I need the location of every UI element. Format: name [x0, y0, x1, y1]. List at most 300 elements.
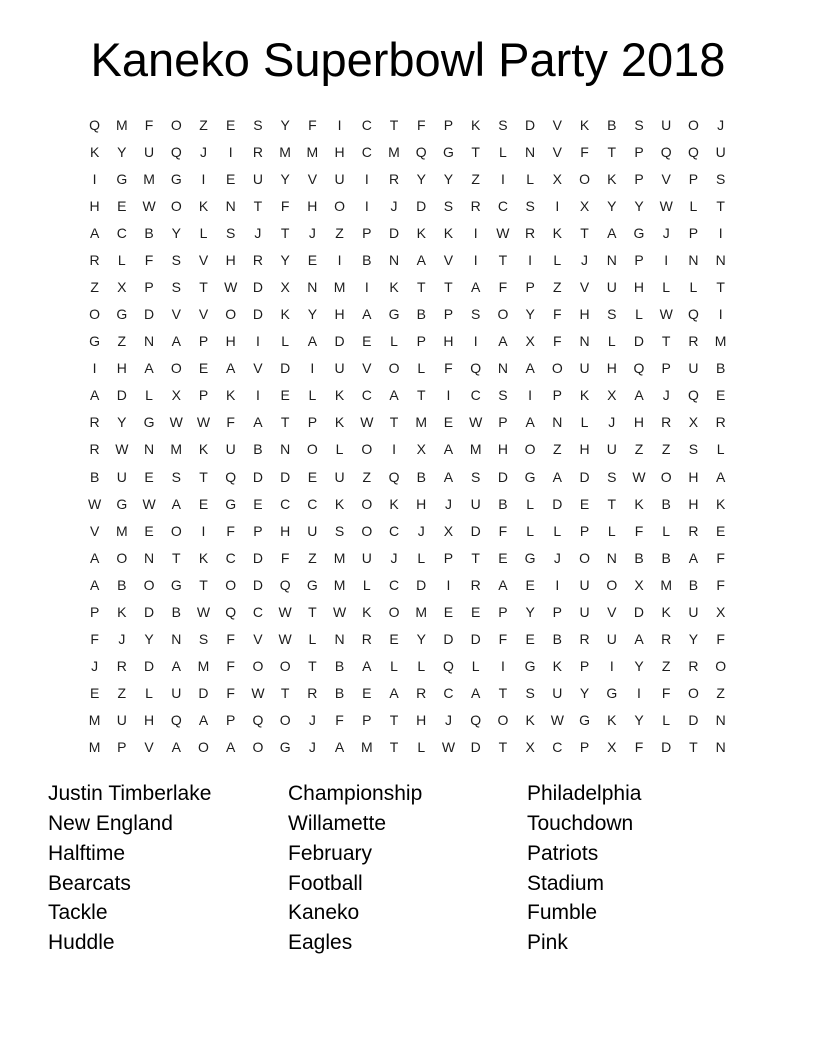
grid-cell: E — [280, 387, 290, 404]
word-item: Halftime — [48, 841, 126, 865]
grid-cell: I — [392, 441, 396, 458]
grid-cell: M — [333, 279, 346, 295]
grid-cell: U — [579, 603, 590, 620]
grid-cell: P — [198, 387, 209, 404]
grid-cell: A — [171, 658, 181, 675]
grid-cell: S — [525, 685, 535, 702]
grid-cell: U — [688, 603, 699, 620]
grid-cell: G — [524, 658, 536, 675]
grid-cell: Y — [171, 224, 181, 241]
grid-cell: R — [688, 658, 699, 675]
grid-cell: J — [390, 197, 398, 214]
grid-cell: D — [334, 333, 345, 350]
grid-cell: K — [334, 495, 345, 512]
word-item: Touchdown — [527, 811, 634, 835]
grid-cell: K — [226, 387, 236, 404]
grid-cell: Y — [416, 170, 426, 187]
grid-cell: M — [279, 143, 291, 160]
grid-cell: O — [687, 116, 699, 133]
grid-cell: S — [171, 251, 181, 268]
grid-cell: I — [473, 251, 478, 268]
grid-cell: F — [90, 631, 99, 648]
word-item: Patriots — [527, 841, 599, 865]
grid-cell: U — [715, 143, 726, 160]
grid-cell: L — [145, 387, 153, 404]
grid-cell: N — [606, 549, 617, 566]
grid-cell: J — [254, 224, 262, 241]
grid-cell: N — [280, 441, 291, 458]
grid-cell: Q — [89, 116, 101, 133]
grid-cell: W — [196, 414, 211, 431]
grid-cell: A — [362, 658, 372, 675]
grid-cell: A — [443, 468, 454, 485]
grid-cell: M — [115, 116, 128, 133]
grid-cell: H — [225, 251, 236, 268]
grid-cell: M — [415, 414, 428, 431]
grid-cell: X — [688, 414, 699, 431]
grid-cell: T — [171, 549, 181, 566]
grid-cell: L — [716, 441, 725, 458]
grid-cell: N — [552, 414, 563, 431]
grid-cell: A — [226, 360, 236, 377]
grid-cell: D — [633, 603, 645, 620]
grid-cell: F — [661, 685, 671, 702]
grid-cell: O — [551, 360, 563, 377]
grid-cell: E — [307, 251, 318, 268]
grid-cell: L — [526, 522, 534, 539]
grid-cell: L — [417, 360, 426, 377]
grid-cell: O — [388, 360, 400, 377]
grid-cell: T — [498, 685, 508, 702]
grid-cell: Y — [579, 685, 590, 702]
grid-cell: L — [580, 414, 589, 431]
grid-cell: L — [417, 739, 426, 756]
grid-row — [81, 653, 734, 680]
grid-cell: X — [552, 170, 562, 187]
grid-cell: G — [116, 170, 128, 187]
grid-cell: D — [416, 197, 427, 214]
grid-cell: P — [688, 170, 699, 187]
grid-cell: Q — [633, 360, 645, 377]
grid-cell: L — [362, 576, 371, 593]
grid-cell: U — [334, 468, 345, 485]
grid-cell: G — [633, 224, 645, 241]
grid-cell: Y — [634, 658, 644, 675]
grid-cell: G — [524, 468, 536, 485]
grid-cell: Y — [144, 631, 154, 648]
grid-cell: N — [388, 251, 400, 268]
grid-cell: N — [225, 197, 236, 214]
grid-row — [81, 436, 734, 463]
grid-cell: A — [171, 333, 181, 350]
grid-cell: O — [334, 197, 346, 214]
grid-cell: O — [687, 685, 699, 702]
grid-cell: U — [361, 549, 372, 566]
grid-cell: R — [525, 224, 536, 241]
grid-cell: E — [443, 603, 454, 620]
grid-cell: R — [307, 685, 318, 702]
grid-cell: W — [169, 414, 183, 431]
grid-cell: D — [252, 576, 263, 593]
word-item: Philadelphia — [527, 782, 642, 805]
grid-cell: I — [446, 576, 451, 593]
grid-cell: F — [634, 522, 644, 539]
grid-cell: X — [525, 739, 535, 756]
grid-cell: C — [497, 197, 508, 214]
grid-cell: E — [253, 495, 263, 512]
grid-cell: A — [525, 414, 535, 431]
grid-cell: T — [199, 576, 208, 593]
grid-cell: Q — [415, 143, 427, 160]
grid-cell: B — [117, 576, 127, 593]
grid-cell: I — [446, 387, 451, 404]
grid-cell: Z — [90, 279, 99, 295]
grid-cell: L — [607, 522, 616, 539]
grid-cell: F — [144, 251, 154, 268]
grid-cell: O — [279, 712, 291, 729]
grid-cell: X — [715, 603, 726, 620]
grid-cell: S — [498, 387, 508, 404]
grid-cell: M — [469, 441, 482, 458]
grid-cell: O — [225, 576, 237, 593]
grid-cell: P — [498, 603, 508, 620]
grid-cell: S — [443, 197, 454, 214]
grid-cell: B — [171, 603, 181, 620]
grid-row — [81, 598, 734, 625]
grid-cell: L — [662, 279, 671, 295]
grid-cell: S — [688, 441, 699, 458]
grid-cell: T — [308, 603, 317, 620]
grid-cell: B — [89, 468, 100, 485]
grid-cell: R — [252, 143, 263, 160]
grid-cell: M — [115, 522, 128, 539]
grid-cell: J — [308, 712, 316, 729]
grid-cell: H — [143, 712, 155, 729]
grid-cell: Q — [687, 387, 699, 404]
grid-cell: R — [688, 522, 699, 539]
grid-cell: U — [552, 685, 563, 702]
grid-cell: G — [524, 549, 536, 566]
grid-cell: X — [634, 576, 644, 593]
grid-cell: E — [226, 116, 236, 133]
grid-cell: L — [417, 658, 426, 675]
grid-cell: L — [526, 495, 534, 512]
grid-cell: E — [389, 631, 399, 648]
grid-cell: Q — [470, 360, 482, 377]
grid-cell: C — [361, 387, 372, 404]
grid-cell: I — [528, 251, 533, 268]
grid-cell: A — [389, 685, 399, 702]
grid-cell: W — [196, 603, 211, 620]
grid-cell: G — [225, 495, 237, 512]
grid-cell: I — [718, 224, 723, 241]
grid-row — [81, 382, 734, 409]
grid-cell: O — [388, 603, 400, 620]
grid-cell: E — [198, 495, 209, 512]
grid-cell: E — [471, 603, 481, 620]
grid-cell: R — [470, 197, 481, 214]
grid-cell: T — [716, 279, 725, 295]
grid-cell: T — [389, 116, 399, 133]
grid-cell: K — [334, 387, 345, 404]
grid-cell: T — [661, 333, 671, 350]
grid-cell: V — [661, 170, 671, 187]
grid-cell: P — [634, 143, 644, 160]
grid-cell: A — [634, 387, 644, 404]
grid-cell: P — [443, 549, 454, 566]
grid-cell: L — [689, 279, 698, 295]
grid-cell: N — [334, 631, 345, 648]
page-title: Kaneko Superbowl Party 2018 — [90, 33, 726, 86]
grid-cell: J — [417, 522, 425, 539]
grid-cell: V — [607, 603, 617, 620]
grid-cell: N — [579, 333, 590, 350]
grid-cell: E — [715, 522, 726, 539]
grid-cell: O — [579, 170, 590, 187]
grid-cell: H — [280, 522, 291, 539]
grid-cell: L — [526, 170, 534, 187]
grid-cell: N — [715, 739, 726, 756]
grid-cell: K — [552, 224, 562, 241]
grid-cell: L — [281, 333, 290, 350]
grid-cell: Q — [687, 143, 699, 160]
grid-cell: A — [89, 224, 100, 241]
grid-cell: L — [308, 387, 317, 404]
grid-cell: O — [361, 522, 373, 539]
grid-cell: N — [143, 549, 155, 566]
grid-cell: F — [553, 306, 562, 323]
grid-cell: T — [580, 224, 589, 241]
grid-cell: P — [198, 333, 209, 350]
word-list-column — [527, 779, 766, 958]
grid-cell: K — [280, 306, 290, 323]
grid-cell: Q — [470, 712, 482, 729]
grid-cell: Z — [716, 685, 725, 702]
word-item: Fumble — [527, 901, 598, 925]
grid-cell: U — [116, 712, 127, 729]
grid-cell: I — [718, 306, 723, 323]
grid-cell: R — [252, 251, 263, 268]
word-item: February — [288, 841, 373, 865]
grid-cell: K — [443, 224, 454, 241]
grid-cell: F — [226, 631, 235, 648]
grid-cell: F — [416, 116, 426, 133]
grid-row — [81, 192, 734, 219]
grid-cell: N — [143, 441, 155, 458]
grid-cell: M — [170, 441, 183, 458]
grid-cell: K — [198, 549, 209, 566]
grid-row — [81, 246, 734, 273]
grid-cell: W — [115, 441, 129, 458]
grid-cell: V — [362, 360, 372, 377]
grid-cell: T — [280, 224, 290, 241]
grid-cell: W — [659, 197, 673, 214]
word-item: Eagles — [288, 931, 353, 955]
word-search-grid — [81, 111, 734, 761]
grid-cell: F — [498, 631, 508, 648]
grid-cell: Y — [634, 712, 644, 729]
grid-cell: G — [89, 333, 101, 350]
grid-cell: Y — [117, 414, 127, 431]
grid-cell: A — [89, 387, 100, 404]
grid-cell: W — [632, 468, 646, 485]
word-list-column — [48, 779, 288, 958]
grid-cell: T — [199, 279, 208, 295]
grid-cell: A — [443, 441, 454, 458]
grid-cell: D — [497, 468, 508, 485]
grid-cell: Z — [335, 224, 344, 241]
grid-cell: F — [308, 116, 317, 133]
word-item: Tackle — [48, 901, 108, 925]
grid-cell: F — [280, 197, 290, 214]
grid-cell: A — [253, 414, 263, 431]
grid-cell: E — [117, 197, 127, 214]
grid-row — [81, 219, 734, 246]
grid-cell: S — [198, 631, 209, 648]
grid-cell: I — [310, 360, 315, 377]
grid-cell: K — [89, 143, 100, 160]
word-list-column — [288, 779, 527, 958]
grid-cell: T — [498, 739, 508, 756]
grid-row — [81, 111, 734, 138]
grid-row — [81, 490, 734, 517]
grid-cell: Q — [443, 658, 454, 675]
grid-cell: P — [688, 224, 699, 241]
grid-cell: W — [278, 603, 292, 620]
grid-cell: X — [607, 387, 617, 404]
grid-cell: C — [225, 549, 236, 566]
grid-cell: Q — [225, 468, 237, 485]
grid-cell: O — [524, 441, 536, 458]
grid-cell: A — [334, 739, 345, 756]
grid-cell: T — [716, 197, 725, 214]
grid-cell: Y — [280, 170, 290, 187]
grid-row — [81, 328, 734, 355]
grid-cell: P — [416, 333, 426, 350]
grid-cell: C — [116, 224, 127, 241]
grid-cell: R — [579, 631, 590, 648]
grid-cell: H — [89, 197, 100, 214]
grid-cell: S — [498, 116, 508, 133]
grid-cell: C — [307, 495, 318, 512]
grid-cell: M — [88, 739, 101, 756]
grid-cell: D — [280, 360, 291, 377]
grid-cell: O — [170, 197, 182, 214]
grid-cell: F — [226, 522, 235, 539]
word-item: Kaneko — [288, 901, 360, 925]
grid-cell: F — [716, 576, 725, 593]
grid-cell: B — [334, 658, 345, 675]
word-item: New England — [48, 811, 173, 835]
grid-cell: Q — [687, 306, 699, 323]
grid-cell: A — [634, 631, 644, 648]
grid-cell: P — [552, 387, 562, 404]
grid-cell: H — [579, 306, 590, 323]
grid-cell: W — [659, 306, 673, 323]
grid-cell: T — [689, 739, 698, 756]
word-item: Willamette — [288, 811, 387, 835]
grid-cell: R — [715, 414, 726, 431]
grid-cell: I — [364, 279, 369, 295]
grid-row — [81, 571, 734, 598]
grid-cell: Y — [607, 197, 617, 214]
word-item: Bearcats — [48, 871, 131, 895]
grid-cell: H — [633, 279, 645, 295]
grid-cell: Z — [553, 279, 562, 295]
grid-row — [81, 625, 734, 652]
grid-cell: Y — [280, 251, 290, 268]
grid-cell: D — [198, 685, 209, 702]
grid-cell: H — [307, 197, 318, 214]
grid-cell: H — [633, 414, 645, 431]
grid-cell: P — [579, 522, 590, 539]
grid-cell: L — [417, 549, 426, 566]
grid-cell: G — [579, 712, 590, 729]
grid-cell: Y — [634, 197, 644, 214]
grid-cell: H — [579, 441, 590, 458]
word-item: Pink — [527, 931, 568, 955]
grid-cell: S — [471, 468, 481, 485]
grid-cell: S — [226, 224, 236, 241]
grid-cell: A — [525, 360, 535, 377]
grid-cell: J — [581, 251, 589, 268]
grid-cell: L — [471, 658, 480, 675]
grid-cell: C — [388, 576, 400, 593]
grid-cell: H — [443, 333, 454, 350]
word-list — [48, 779, 766, 958]
grid-cell: C — [280, 495, 291, 512]
grid-cell: T — [471, 549, 480, 566]
grid-cell: T — [416, 387, 426, 404]
grid-cell: E — [498, 549, 508, 566]
grid-cell: L — [635, 306, 643, 323]
grid-cell: P — [144, 279, 154, 295]
grid-cell: U — [606, 279, 617, 295]
grid-cell: O — [143, 576, 155, 593]
grid-cell: P — [552, 603, 562, 620]
grid-cell: B — [552, 631, 562, 648]
grid-cell: Z — [661, 441, 671, 458]
grid-cell: F — [716, 631, 725, 648]
grid-cell: U — [579, 576, 590, 593]
grid-cell: H — [116, 360, 127, 377]
grid-cell: K — [389, 279, 399, 295]
grid-cell: P — [498, 414, 508, 431]
grid-cell: L — [498, 143, 507, 160]
grid-cell: O — [579, 549, 590, 566]
grid-cell: A — [307, 333, 318, 350]
grid-cell: D — [579, 468, 590, 485]
grid-cell: S — [171, 279, 181, 295]
grid-cell: P — [253, 522, 263, 539]
grid-row — [81, 355, 734, 382]
grid-cell: O — [170, 360, 182, 377]
grid-cell: B — [253, 441, 263, 458]
grid-cell: U — [661, 116, 672, 133]
grid-cell: H — [416, 712, 427, 729]
grid-cell: J — [118, 631, 126, 648]
grid-cell: L — [145, 685, 153, 702]
grid-cell: W — [224, 279, 238, 295]
grid-cell: I — [555, 197, 560, 214]
grid-cell: I — [201, 522, 206, 539]
grid-cell: J — [91, 658, 99, 675]
grid-cell: U — [171, 685, 182, 702]
grid-cell: E — [144, 522, 154, 539]
grid-cell: D — [470, 631, 481, 648]
grid-cell: W — [251, 685, 265, 702]
grid-cell: B — [688, 576, 699, 593]
